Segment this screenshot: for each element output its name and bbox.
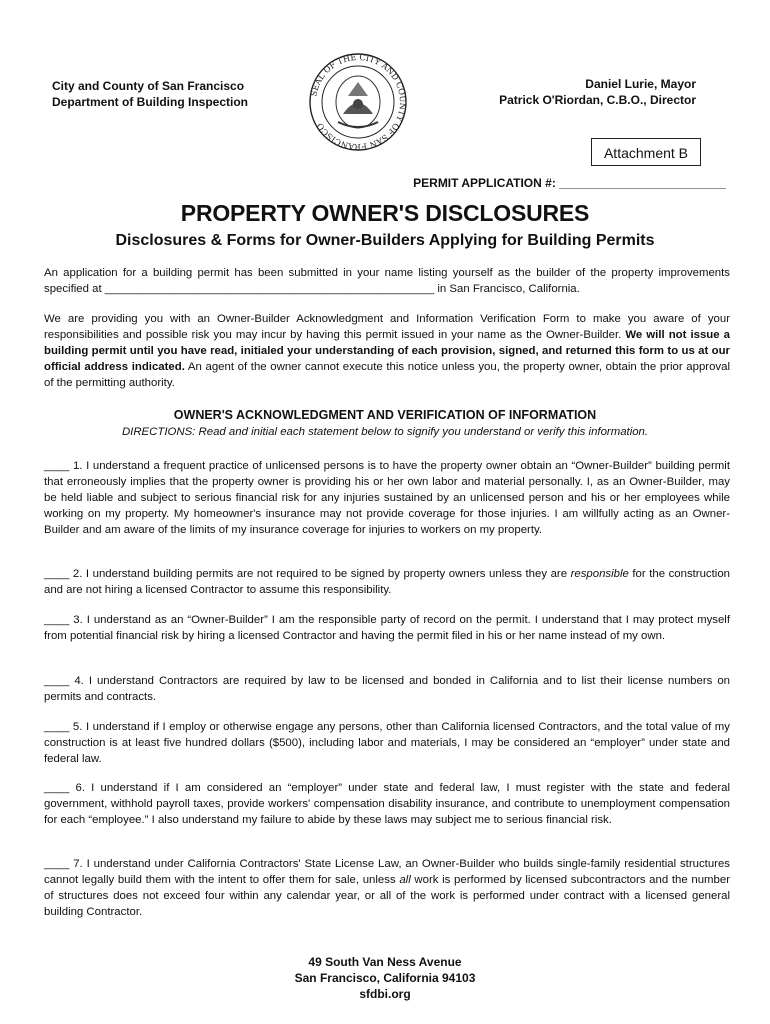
statement-7 [44, 856, 730, 920]
statement-4: ____ 4. I understand Contractors are required by law to be licensed and bonded in California and to list their license numbers on permits and contracts. [44, 675, 730, 703]
mayor-name: Daniel Lurie, Mayor [585, 77, 696, 91]
page-subtitle: Disclosures & Forms for Owner-Builders Applying for Building Permits [115, 232, 655, 249]
section-title: OWNER'S ACKNOWLEDGMENT AND VERIFICATION OF INFORMATION [173, 408, 597, 422]
city-state-zip: San Francisco, California 94103 [294, 971, 476, 985]
page-title: PROPERTY OWNER'S DISCLOSURES [180, 200, 590, 226]
city-county-name: City and County of San Francisco [52, 79, 245, 93]
department-header [52, 78, 248, 110]
statement-2-emphasis: responsible [570, 568, 629, 580]
statement-3: ____ 3. I understand as an “Owner-Builder” I am the responsible party of record on the permit. I understand that I may protect myself from potential financial risk by hiring a licensed Contractor and having the permit filed in his or her name instead of my own. [44, 614, 730, 642]
intro-paragraph-1: An application for a building permit has been submitted in your name listing yourself as the builder of the property improvements specified at ____________________________________________________ in San Francisco, California. [44, 267, 730, 295]
department-name: Department of Building Inspection [52, 95, 249, 109]
intro2-text-c: An agent of the owner cannot execute this notice unless you, the property owner, obtain the prior approval of the permitting authority. [44, 361, 730, 389]
street-address: 49 South Van Ness Avenue [308, 955, 462, 969]
attachment-label: Attachment B [591, 138, 701, 166]
svg-text:SEAL OF THE CITY AND COUNTY OF: SEAL OF THE CITY AND COUNTY OF SAN FRANCISCO [308, 52, 408, 152]
director-name: Patrick O'Riordan, C.B.O., Director [499, 93, 696, 107]
statement-2-text-a: ____ 2. I understand building permits are not required to be signed by property owners unless they are [44, 568, 571, 580]
intro2-bold-notice: We will not issue a building permit until you have read, initialed your understanding of each provision, signed, and returned this form to us at our official address indicated. [44, 329, 730, 373]
statement-7-text-b: work is performed by licensed subcontractors and the number of structures does not exceed four within any calendar year, or all of the work is performed under contract with a licensed general building Contractor. [44, 874, 730, 918]
statement-2-text-b: for the construction and are not hiring a licensed Contractor to assume this responsibility. [44, 568, 730, 596]
city-seal-icon [308, 52, 408, 152]
footer-address [0, 954, 770, 1002]
statement-7-emphasis: all [399, 874, 411, 886]
officials-header [499, 76, 696, 108]
statement-7-text-a: ____ 7. I understand under California Contractors' State License Law, an Owner-Builder who builds single-family residential structures cannot legally build them with the intent to offer them for sale, unless [44, 858, 730, 886]
intro2-text-a: We are providing you with an Owner-Builder Acknowledgment and Information Verification Form to make you aware of your responsibilities and possible risk you may incur by having this permit issued in your name as the Owner-Builder. [44, 313, 730, 341]
statement-5: ____ 5. I understand if I employ or otherwise engage any persons, other than California licensed Contractors, and the total value of my construction is at least five hundred dollars ($500), including labor and materials, I may be considered an “employer” under state and federal law. [44, 721, 730, 765]
statement-2 [44, 566, 730, 598]
statement-1: ____ 1. I understand a frequent practice of unlicensed persons is to have the property owner obtain an “Owner-Builder” building permit that erroneously implies that the property owner is providing his or her own labor and material personally. I, as an Owner-Builder, may be held liable and subject to serious financial risk for any injuries sustained by an unlicensed person and his or her employees while working on my property. My homeowner's insurance may not provide coverage for those injuries. I am willfully acting as an Owner-Builder and am aware of the limits of my insurance coverage for injuries to workers on my property. [44, 460, 730, 536]
intro-paragraph-2 [44, 311, 730, 391]
permit-application-number-field[interactable]: PERMIT APPLICATION #: _________________________ [413, 176, 726, 190]
section-directions: DIRECTIONS: Read and initial each statement below to signify you understand or verify this information. [121, 426, 649, 438]
website-link[interactable]: sfdbi.org [359, 987, 411, 1001]
statement-6: ____ 6. I understand if I am considered an “employer” under state and federal law, I must register with the state and federal government, withhold payroll taxes, provide workers' compensation disability insurance, and contribute to unemployment compensation for each “employee.” I also understand my failure to abide by these laws may subject me to serious financial risk. [44, 782, 730, 826]
